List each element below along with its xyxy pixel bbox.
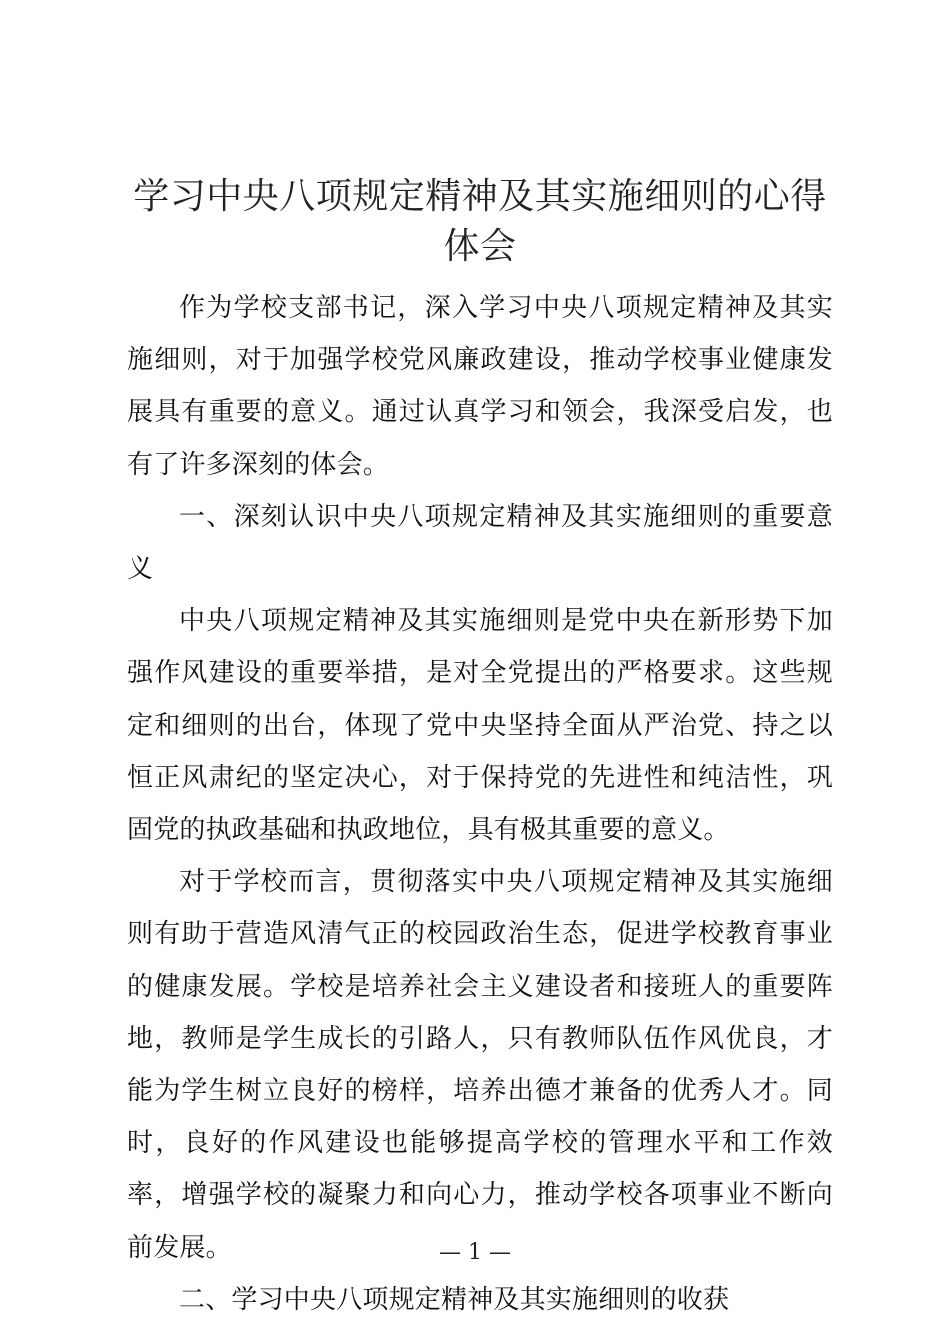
body-paragraph: 中央八项规定精神及其实施细则是党中央在新形势下加强作风建设的重要举措，是对全党提出的严格要求。这些规定和细则的出台，体现了党中央坚持全面从严治党、持之以恒正风肃纪的坚定决心，对于保持党的先进性和纯洁性，巩固党的执政基础和执政地位，具有极其重要的意义。 (127, 606, 833, 846)
document-body (127, 282, 833, 1326)
page-number: — 1 — (439, 1240, 511, 1265)
section-heading-1: 一、深刻认识中央八项规定精神及其实施细则的重要意义 (127, 501, 833, 585)
body-paragraph: 对于学校而言，贯彻落实中央八项规定精神及其实施细则有助于营造风清气正的校园政治生态，促进学校教育事业的健康发展。学校是培养社会主义建设者和接班人的重要阵地，教师是学生成长的引路人，只有教师队伍作风优良，才能为学生树立良好的榜样，培养出德才兼备的优秀人才。同时，良好的作风建设也能够提高学校的管理水平和工作效率，增强学校的凝聚力和向心力，推动学校各项事业不断向前发展。 (127, 867, 833, 1263)
section-heading-2: 二、学习中央八项规定精神及其实施细则的收获 (179, 1284, 730, 1315)
intro-paragraph: 作为学校支部书记，深入学习中央八项规定精神及其实施细则，对于加强学校党风廉政建设，推动学校事业健康发展具有重要的意义。通过认真学习和领会，我深受启发，也有了许多深刻的体会。 (127, 293, 833, 480)
document-title: 学习中央八项规定精神及其实施细则的心得体会 (133, 176, 827, 267)
